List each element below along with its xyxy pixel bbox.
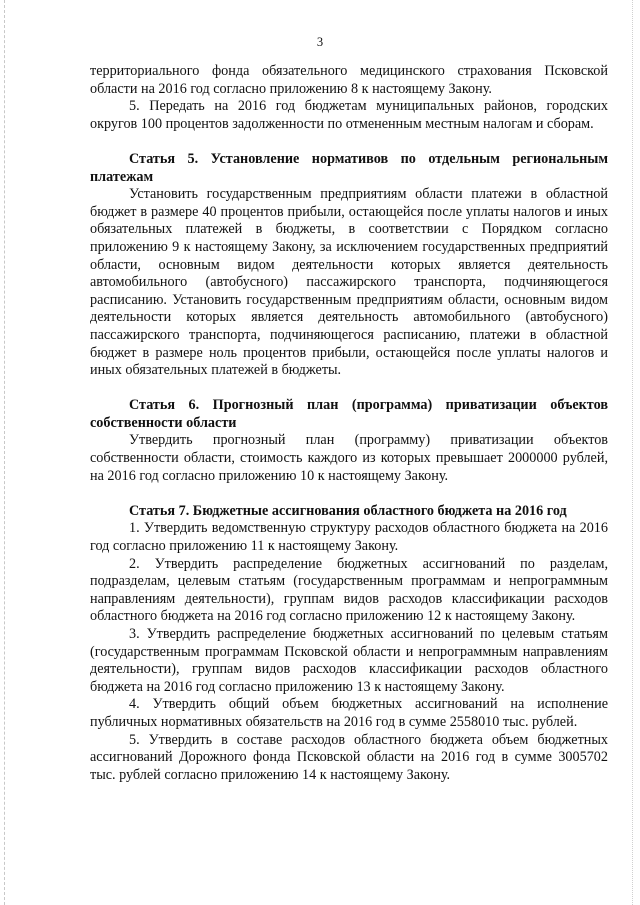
scan-edge-left (4, 0, 6, 905)
intro-paragraph-5: 5. Передать на 2016 год бюджетам муниципальных районов, городских округов 100 процентов задолженности по отмененным местным налогам и сборам. (90, 98, 608, 132)
spacer (90, 485, 608, 503)
document-body (90, 63, 608, 784)
article-7-heading: Статья 7. Бюджетные ассигнования областного бюджета на 2016 год (129, 502, 567, 519)
article-7-item-3: 3. Утвердить распределение бюджетных ассигнований по целевым статьям (государственным программам Псковской области и непрограммным направлениям деятельности), группам видов расходов классификации расходов областного бюджета на 2016 год согласно приложению 13 к настоящему Закону. (90, 626, 608, 695)
scan-edge-right (632, 0, 634, 905)
page-number: 3 (316, 35, 324, 49)
article-6-heading: Статья 6. Прогнозный план (программа) приватизации объектов собственности области (90, 397, 608, 431)
article-6-paragraph: Утвердить прогнозный план (программу) приватизации объектов собственности области, стоимость каждого из которых превышает 2000000 рублей, на 2016 год согласно приложению 10 к настоящему Закону. (90, 432, 608, 484)
article-5-heading: Статья 5. Установление нормативов по отдельным региональным платежам (90, 150, 608, 185)
article-7-item-1: 1. Утвердить ведомственную структуру расходов областного бюджета на 2016 год согласно приложению 11 к настоящему Закону. (90, 520, 608, 555)
article-7-item-4: 4. Утвердить общий объем бюджетных ассигнований на исполнение публичных нормативных обязательств на 2016 год в сумме 2558010 тыс. рублей. (90, 696, 608, 730)
spacer (90, 133, 608, 151)
article-5-paragraph: Установить государственным предприятиям области платежи в областной бюджет в размере 40 процентов прибыли, остающейся после уплаты налогов и иных обязательных платежей в бюджеты, в соответствии с Порядком согласно приложению 9 к настоящему Закону, за исключением государственных предприятий области, основным видом деятельности которых является деятельность автомобильного (автобусного) пассажирского транспорта, подчиняющегося расписанию. Установить государственным предприятиям области, основным видом деятельности которых является деятельность автомобильного (автобусного) пассажирского транспорта, подчиняющегося расписанию, платежи в областной бюджет в размере ноль процентов прибыли, остающейся после уплаты налогов и иных обязательных платежей в бюджеты. (90, 186, 608, 379)
article-7-item-5: 5. Утвердить в составе расходов областного бюджета объем бюджетных ассигнований Дорожного фонда Псковской области на 2016 год в сумме 3005702 тыс. рублей согласно приложению 14 к настоящему Закону. (90, 731, 608, 783)
article-7-item-2: 2. Утвердить распределение бюджетных ассигнований по разделам, подразделам, целевым статьям (государственным программам и непрограммным направлениям деятельности), группам видов расходов классификации расходов областного бюджета на 2016 год согласно приложению 12 к настоящему Закону. (90, 555, 608, 625)
spacer (90, 380, 608, 398)
intro-paragraph-continuation: территориального фонда обязательного медицинского страхования Псковской области на 2016 год согласно приложению 8 к настоящему Закону. (90, 63, 608, 97)
